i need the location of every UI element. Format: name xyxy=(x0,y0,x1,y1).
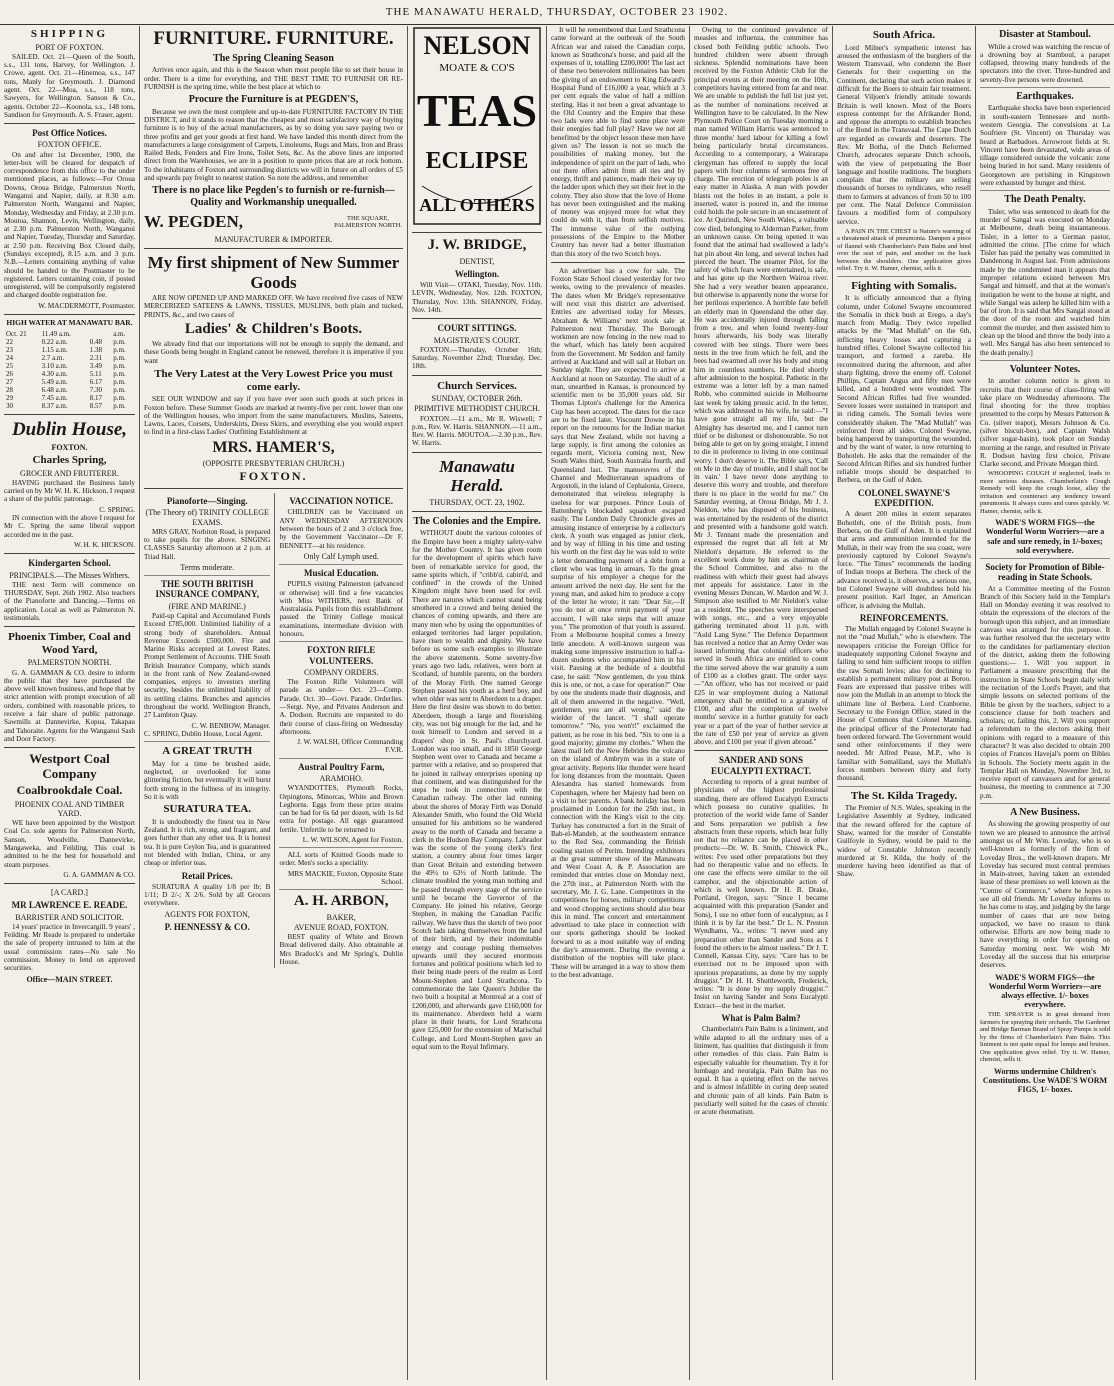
tide-cell: 3.49 xyxy=(89,361,102,370)
church-subheading: SUNDAY, OCTOBER 26th. xyxy=(431,394,523,404)
tide-cell: 0.22 a.m. xyxy=(41,337,68,346)
pegden-trade: MANUFACTURER & IMPORTER. xyxy=(214,234,333,244)
editorial-text: WITHOUT doubt the various colonies of the Empire have been a mighty safety-valve for the Mother Country. It has given room for the development of spirits which have been of remarkable service for good, the same spirits which, if "cribb'd, cabin'd, and confined" in the crowds of the United Kingdom might have been used for evil. There are natures which cannot stand being smothered in a crowd and being denied the chances of coming upwards, and there are many men who by using the opportunities of enlarged territories had larger population, have risen to wealth and dignity. We have before us some such examples to illustrate the above statements. Some seventy-five years ago two lads, relatives, were born at Scotland, of humble parents, on the borders of the Moray Firth. One named George Stephen passed his youth as a herd boy, and when older was sent to Aberdeen to a draper. Here the first desire was shown to do better. Aberdeen, though a large and flourishing city, was not big enough for the lad, and he took himself to London and served in a drapers' shop in St. Paul's churchyard. London was too small, and in 1850 George Stephen went over to Canada and became a partner with a relative, and so prospered that he joined in railway enterprises opening up that continent, and was distinguished for the steps he took in connection with the Canadian railway. The other lad running about the shores of Moray Firth was Donald Alexander Smith, who found the Old World unsuited for his ambitions so he wandered away to the north of Canada and became a clerk in the Hudson Bay Company. Labrador was the scene of the young clerk's first station, a country about four times larger than Great Britain and extending between the 49½ to 63½ of North latitude. The climate troubled the young man nothing and he passed through every stage of the service until he became the Governor of the Company. He joined his relative, George Stephen, in making the Canadian Pacific railway. We have thus the sketch of two poor Scotch lads taking themselves from the land of their birth, and by their indomitable energy and courage pushing themselves upwards until they secured enormous fortunes and political positions which led to their being made peers of the realm as Lord Mount-Stephen and Lord Strathcona. To commemorate the late Queen's Jubilee the two built a hospital at Montreal at a cost of £200,000, and afterwards gave £160,000 for its maintenance. Aberdeen held a warm place in their hearts, for Lord Strathcona gave £25,000 for the extension of Marischal College, and Lord Mount-Stephen gave an equal sum to the Royal Infirmary. xyxy=(412,529,542,1051)
suratura-heading: SURATURA TEA. xyxy=(163,803,252,816)
wade-ad-3: Worms undermine Children's Constitutions. Use WADE'S WORM FIGS, 1/- boxes. xyxy=(982,1066,1108,1094)
agents-heading: AGENTS FOR FOXTON, xyxy=(164,909,250,919)
somalis-heading: Fighting with Somalis. xyxy=(851,279,957,292)
tide-cell: p.m. xyxy=(113,337,126,346)
swayne-heading: COLONEL SWAYNE'S EXPEDITION. xyxy=(858,487,950,509)
volunteer-heading: Volunteer Notes. xyxy=(1009,363,1081,375)
tide-cell: 8.37 a.m. xyxy=(41,402,68,410)
tide-cell: 29 xyxy=(6,393,13,402)
insurance-signature: C. W. BENBOW, Manager. xyxy=(191,721,271,730)
tide-cell: 24 xyxy=(6,353,13,362)
church-text: FOXTON.—11 a.m., Mr R. Wiswell; 7 p.m., Rev. W. Harris. SHANNON.—11 a.m., Rev. W. Harris. MOUTOA.—2.30 p.m., Rev. W. Harris. xyxy=(412,414,542,448)
logo-text-all-others: ALL OTHERS xyxy=(419,195,535,215)
local-notes: An advertiser has a cow for sale. The Foxton State School closed yesterday for two weeks, owing to the prevalence of measles. The dates when Mr Bridge's representative will next visit this district are advertised. Entries are advertised today for Messrs. Abraham & Williams' next stock sale at Palmerston next Thursday. The Borough workmen are now fencing in the new road to the wharf, which has lately been acquired from the Government. Mr Seddon and family arrived at Auckland and will sail at Hobart on Sunday night. They are expected to arrive at Auckland at noon on Saturday. The skull of a man, unearthed in Kansas, is pronounced by scientific men to be 35,000 years old. Sir Thomas Lipton's challenge for the America Cup has been accepted. The dates for the race are to be fixed later. Viscount Downe in his report on the remounts for the Indian market says that New Zealand, while not having a large supply, is first among the colonies as regards merit, Victoria coming next, New South Wales third, South Australia fourth, and Queensland last. The manoeuvres of the Channel and Mediterranean squadrons of Argostoli, in the island of Cephalonia, Greece, demonstrated that wireless telegraphy is useless for war purposes. Prince Louis of Battenberg's blockaded squadron escaped easily. The London Daily Chronicle gives an amusing instance of enterprise by a collector's clerk. A youth was engaged as junior clerk, and by way of filling in his time and testing his worth on the first day he was told to write a letter demanding payment of a debt from a client who was long in arrears. To the great surprise of his employer a cheque for the amount arrived the next day. He sent for the young man, and asked him to produce a copy of the letter he wrote; it ran: "Dear Sir,—If you do not at once remit payment of your account, I will take steps that will amaze you." The promotion of that youth is assured. From a Melbourne hospital comes a breezy little anecdote. A well-known surgeon was making some impressive instruction to half-a-dozen students who accompanied him in his visit. Pausing at the bedside of a doubtful case, he said: "Now gentlemen, do you think this is one, or not, a case for operation?" One by one the students made their diagnosis, and all of them answered in the negative. "Well, gentlemen, you are all wrong," said the wielder of the lancet. "I shall operate tomorrow." "No, you won't!" exclaimed the patient, as he rose in his bed. "Six to one is a good majority; gimme my clothes." When the latest mail left the New Hebrides the volcano on the island of Ambrym was in a state of great activity. Reports like thunder were heard for long distances from the mountain. Queen Alexandra has started homewards from Copenhagen, where her Majesty had been on a visit to her parents. A bank holiday has been proclaimed in London for the 25th inst., in connection with the King's visit to the city. Turkey has constructed a fort in the Strait of Bab-el-Mandeb, at the southeastern entrance to the Red Sea, commanding the British coaling station of Perim. Intending exhibitors at the great summer show of the Manawatu and West Coast A. & P. Association are reminded that entries close on Monday next, the 27th inst., at Palmerston North with the secretary, Mr. J. G. Lane. Competitors in the competitions for horses, military competitions and wood chopping sections should also bear this in mind. The concert and entertainment advertised to take place in connection with our sports gatherings should be looked forward to as a most suitable way of ending the day's amusement. During the evening a distribution of the trophies will take place. These will be arranged in a way to show them to the best advantage. xyxy=(551,266,685,979)
reinforcements-heading: REINFORCEMENTS. xyxy=(859,612,949,623)
poultry-text: WYANDOTTES, Plymouth Rocks, Orpingtons, Minorcas, White and Brown Leghorns. Eggs from these prize strains can be had for 6s 6d per dozen, with 1s 6d extra for postage. All eggs guaranteed fertile. Unfertile to be returned to xyxy=(279,784,403,834)
tide-cell: p.m. xyxy=(113,345,126,354)
masthead-title: THE MANAWATU HERALD, THURSDAY, OCTOBER 23 1902. xyxy=(385,5,729,18)
paper-title: Manawatu Herald. xyxy=(439,456,515,496)
kindergarten-text: THE next Term will commence on THURSDAY, Sept. 26th 1902. Also teachers of the Pianoforte and Dancing.—Terms on application. Local as well as Palmerston N. testimonials. xyxy=(4,580,135,622)
tide-cell: 6.48 a.m. xyxy=(41,385,68,394)
bible-text: At a Committee meeting of the Foxton Branch of this Society held in the Templar's Hall on Monday evening it was resolved to obtain the expressions of the electors of the borough upon this subject, and an immediate canvass was arranged for this purpose. It was further resolved that the secretary write to the candidates for parliamentary election of the district, asking them the following questions:— 1. Will you support in Parliament a measure prescribing that the instruction in State Schools begin daily with the recitation of the Lord's Prayer, and that simple lessons on selected portions of the Bible be given by the teachers, subject to a conscience clause for both teachers and scholars; or, failing this, 2. Will you support a referendum to the electors asking their opinions with regard to a measure of this character? It was also decided to obtain 200 copies of Frances Havejal's poem on Bibles in Schools. The Society meets again in the Templar Hall on Monday, November 3rd, to receive report of canvassers and for general business, the meeting to commence at 7.30 p.m. xyxy=(980,584,1110,800)
westport-text: WE have been appointed by the Westport Coal Co. sole agents for Palmerston North, Sanson, Woodville, Dannevirke, Mangaweka, and Feilding. This coal is admitted to be the best for household and steam purposes. xyxy=(4,819,135,869)
sprayer-note: THE SPRAYER is in great demand from farmers for spraying their orchards. The Gardener and Bridge Barman Brand of Spray Pumps is sold by the firms of Chamberlain's Pain Balm. This liniment is not quite equal for lumps and bruises. One application gives relief. Try it. W. Hamer, chemist, sells it. xyxy=(980,1011,1110,1064)
hamer-name: MRS. HAMER'S, xyxy=(212,438,335,456)
westport-signature: G. A. GAMMAN & CO. xyxy=(63,870,135,879)
westport-heading: Westport Coal Company xyxy=(29,751,110,782)
hamer-boots: Ladies' & Children's Boots. xyxy=(184,320,363,337)
agents-name: P. HENNESSY & CO. xyxy=(164,921,250,932)
church-sect: PRIMITIVE METHODIST CHURCH. xyxy=(414,404,540,414)
insurance-heading: THE SOUTH BRITISH INSURANCE COMPANY, xyxy=(155,579,259,600)
logo-text-moate: MOATE & CO'S xyxy=(439,62,515,74)
bridge-place: Wellington. xyxy=(454,268,500,279)
somalis-text: It is officially announced that a flying column, under Colonel Swayne encountered the Somalis in thick bush at Erego, a day's march from Mudig. They twice repelled attacks by the "Mad Mullah" on the 6th, inflicting heavy losses and capturing a hundred rifles. Colonel Swayne collected his transport, and formed a zareba. He reconnoitred during the afternoon, and after sharp fighting, drove the enemy off. Colonel Phillips, Captain Angus and fifty men were killed, and a hundred were wounded. The Second African Rifles had five wounded. Severe losses were sustained in transport and in riding camels. The Somali levies were considerably shaken. The "Mad Mullah" was reinforced from all sides. Colonel Swayne, being hampered by transporting the wounded, and by the want of water, is now returning to Bohotleh. He asks that the remainder of the Second African Rifles and six hundred further reliable troops should be despatched to Berbera, on the Gulf of Aden. xyxy=(837,294,971,485)
tide-cell: p.m. xyxy=(113,361,126,370)
dublin-house-text: HAVING purchased the Business lately carried on by Mr W. H. K. Hickson, I request a share of the public patronage. xyxy=(4,478,135,504)
masthead xyxy=(0,0,1114,25)
furniture-heading: FURNITURE. FURNITURE. xyxy=(153,28,394,49)
tide-row xyxy=(4,378,135,386)
shipping-heading: SHIPPING xyxy=(30,28,109,40)
piano-subheading: (The Theory of) TRINITY COLLEGE EXAMS. xyxy=(145,508,269,527)
vaccination-note: Only Calf Lymph used. xyxy=(303,551,379,561)
phoenix-heading: Phoenix Timber, Coal and Wood Yard, xyxy=(8,631,131,656)
dublin-house-place: FOXTON. xyxy=(51,442,88,452)
tide-cell: 7.30 xyxy=(89,385,102,394)
hamer-heading: My first shipment of New Summer Goods xyxy=(147,252,400,292)
dublin-house-signature: C. SPRING. xyxy=(99,505,135,514)
tide-cell: 23 xyxy=(6,345,13,354)
tide-cell: 5.11 xyxy=(89,369,102,378)
arbon-text: BEST quality of White and Brown Bread delivered daily. Also obtainable at Mrs Bradock's and Mr Spring's, Dublin House. xyxy=(279,932,403,966)
insurance-agent: C. SPRING, Dublin House, Local Agent. xyxy=(144,729,263,738)
death-penalty-heading: The Death Penalty. xyxy=(1004,194,1086,206)
vaccination-heading: VACCINATION NOTICE. xyxy=(289,496,394,507)
truth-heading: A GREAT TRUTH xyxy=(162,745,253,758)
tide-row xyxy=(4,362,135,370)
sander-text: According to reports of a great number of physicians of the highest professional standing, there are offered Eucalypti Extracts which possess no curative qualities. In protection of the world wide fame of Sander and Sons preparation we publish a few abstracts from these reports, which bear fully out that no reliance can be placed in other products:—Dr. W. B. Smith, Chiswick Pk., writes: I've used other preparations but they had no therapeutic value and no effects. In one case the effects were similar to the oil camphor, and the objectionable action of which is well known. Dr H. B. Drake, Portland, Oregon, says: "Since I became acquainted with this preparation (Sander and Sons), I use no other form of eucalyptus; as I think it is by far the best." Dr L. N. Preston Wyndhams, Va., writes: "I never used any preparation other than Sander and Sons as I found the others to be almost useless." Dr J. T. Connell, Kansas City, says: "Care has to be exercised not to be imposed upon with spurious preparations, as done by my supply druggist." Dr H. H. Shuttleworth, Frederick, writes: "It is done by my supply druggist." Insist on having Sander and Sons Eucalypti Extract—the best in the market. xyxy=(694,778,828,1010)
insurance-subheading: (FIRE AND MARINE.) xyxy=(168,601,246,611)
tide-cell: 6.17 xyxy=(89,377,102,386)
truth-text: May for a time be brushed aside, neglected, or overlooked for some glittering fiction, but eventually it will burst forth strong in the fullness of its integrity. So it is with xyxy=(144,759,271,801)
earthquakes-text: Earthquake shocks have been experienced in south-eastern Tennessee and north-western Georgia. The convulsions at La Soufriere (St. Vincent) on Thursday was heard at Barbadoes. Arrowroot fields at St. Vincent have been devastated, wide areas of tillage considered outside the volcanic zone being buried in hot sand. Many residents of Georgetown are perishing in Kingstown were exhausted by hunger and thirst. xyxy=(980,104,1110,187)
rifle-heading: FOXTON RIFLE VOLUNTEERS. xyxy=(307,645,376,666)
column-5 xyxy=(690,26,832,1380)
logo-text-eclipse: ECLIPSE xyxy=(425,148,529,174)
post-office-text: On and after 1st December, 1900, the letter-box will be cleared for despatch of correspondence from this office to the under mentioned places, as follows:—For Oroua Downs, Oroua Bridge, Palmerston North, Wanganui and Napier, daily, at 8.30 a.m. Palmerston North, Wanganui and Napier, Monday, Wednesday and Friday, at 2.30 p.m. Moutoa, Shannon, Levin, Wellington, daily, at 2.30 p.m. Palmerston North, Wanganui and Napier, Tuesday, Thursday and Saturday, at 2.50 p.m. Receiving Box Closed daily, (Sundays excepted), 8.15 a.m. and 3 p.m. N.B.—Letters containing anything of value should be handed to the Postmaster to be registered. Letters containing coin, if posted unregistered, will be compulsorily registered and charged double registration fee. xyxy=(4,150,135,300)
tide-cell: 2.7 a.m. xyxy=(41,353,65,362)
knitting-text: ALL sorts of Knitted Goods made to order. Men's socks a speciality. xyxy=(279,851,403,868)
stamboul-heading: Disaster at Stamboul. xyxy=(999,29,1091,40)
column-7 xyxy=(976,26,1114,1380)
tide-table xyxy=(4,330,135,410)
tide-cell: 7.45 a.m. xyxy=(41,393,68,402)
reade-subheading: BARRISTER AND SOLICITOR. xyxy=(15,912,124,922)
logo-text-nelson: NELSON xyxy=(423,31,531,60)
court-heading: COURT SITTINGS. xyxy=(437,323,517,334)
tide-cell: 3.10 a.m. xyxy=(41,361,68,370)
tide-cell: p.m. xyxy=(113,353,126,362)
vaccination-text: CHILDREN can be Vaccinated on ANY WEDNESDAY AFTERNOON between the hours of 2 and 3 o'clock free, by the Government Vaccinator—Dr F. BENNETT—at his residence. xyxy=(279,508,403,550)
kilda-text: The Premier of N.S. Wales, speaking in the Legislative Assembly at Sydney, indicated that the reward offered for the capture of Shaw, wanted for the murder of Constable Guilfoyle in Sydney, would be paid to the widow of Constable Johnston recently murdered at St. Kilda, the body of the murderer having been identified as that of Shaw. xyxy=(837,804,971,879)
post-office-heading: Post Office Notices. xyxy=(32,128,107,139)
arbon-trade: BAKER, xyxy=(326,912,356,922)
reade-text: 14 years' practice in Invercargill. 9 years' , Feilding. Mr Reade is prepared to undertake the sale of property intrusted to him at the usual commission rates—No sale No commission. Money to lend on approved securities. xyxy=(4,922,135,973)
post-office-signature: W. MACDERMOTT, Postmaster. xyxy=(38,301,135,310)
poultry-heading: Austral Poultry Farm, xyxy=(298,761,385,772)
tide-row xyxy=(4,338,135,346)
shipping-subheading: PORT OF FOXTON. xyxy=(35,42,104,52)
westport-yard: PHOENIX COAL AND TIMBER YARD. xyxy=(14,799,125,818)
column-6 xyxy=(833,26,975,1380)
dublin-house-heading: Dublin House, xyxy=(11,419,128,441)
tide-cell: 22 xyxy=(6,337,13,346)
hickson-text: IN connection with the above I request for Mr C. Spring the same liberal support accorded me in the past. xyxy=(4,514,135,539)
balm-heading: What is Palm Balm? xyxy=(721,1013,801,1024)
column-3 xyxy=(408,26,546,1380)
wade-ad-2: WADE'S WORM FIGS—the Wonderful Worm Worriers—are always effective. 1/- boxes everywhere. xyxy=(988,972,1102,1010)
column-4 xyxy=(547,26,689,1380)
tide-row xyxy=(4,354,135,362)
pegden-address: THE SQUARE, PALMERSTON NORTH. xyxy=(334,214,402,229)
stamboul-text: While a crowd was watching the rescue of a drowning boy at Stamboul, a parapet collapsed, throwing many hundreds of the spectators into the river. Three-hundred and seventy-five persons were drowned. xyxy=(980,42,1110,84)
court-subheading: MAGISTRATE'S COURT. xyxy=(433,335,521,345)
tide-cell: p.m. xyxy=(113,385,126,394)
knitting-signature: MRS MACKIE, Foxton, Opposite State School. xyxy=(287,869,403,887)
piano-heading: Pianoforte—Singing. xyxy=(166,496,248,507)
editorial-continued: It will be remembered that Lord Strathcona came forward at the outbreak of the South African war and raised the Canadian corps, known as Strathcona's horse, and paid all the expenses of it, totalling £200,000! The last act of these two benevolent millionaires has been the giving of an endowment to King Edward's Hospital Fund of £16,000 a year, which at 3 per cent equals the value of half a million sterling. Has it not been a great advantage to the Old Country and the Empire that these two lads were able to find some place were their energies had full play? Have we not all benefitted by the object lesson these men have given us? The lesson is not so much the possibilities of making money, but the independence of spirit on the part of lads, who out there offers admit from all ties and by energy, thrift and patience, made their way up the ladder upon which they set their feet in the colony. They also show that the love of Home has never been extinguished and the making of money was enjoyed more for what they could do with it, than from selfish motives. The immense value of the outlying possessions of the Empire to the Mother Country has never had a better illustration than this story of the two Scotch boys. xyxy=(551,26,685,258)
hamer-place: FOXTON. xyxy=(239,469,308,484)
tide-row xyxy=(4,402,135,410)
bridge-trade: DENTIST, xyxy=(459,256,495,266)
tide-cell: 28 xyxy=(6,385,13,394)
tide-row xyxy=(4,386,135,394)
general-news: Owing to the continued prevalence of measles and influenza, the committee has closed both Feilding public schools. Two hundred children were absent through sickness. Splendid nominations have been received by the Foxton Athletic Club for the principal events at their meeting on the 10th, competitors having entered from far and near. We are unable to publish the full list just yet, as the number of nominations received at Wellington have to be calculated. In the New Plymouth Police Court on Tuesday morning a man named William Harris was sentenced to three months' hard labour for killing a fowl being particularly brutal circumstances. According to a contemporary, a Wairarapa clergyman has offered to supply the local papers with four columns of sermons free of charge. The erection of telegraph poles is an easy matter in Alaska. A man with powder blasts out the holes in an instant, a pole is inserted, water is poured in, and the intense cold holds the pole secure in an encasement of ice. At Quirindi, New South Wales, a valuable cow died, belonging to Alderman Parker, from an unknown cause. On being opened it was found that the animal had swallowed a lady's hat pin about 4in long, and several inches had pierced the heart. The steamer Pilot, for the safety of which fears were entertained, is safe, and has gone up the Northern Wairoa river. She had a very weather beaten appearance, but otherwise is apparently none the worse for her perilous experience. A horrible fate befell an elderly man in Queensland the other day. He was accidentally injured through falling from a tree, and when found twenty-four hours afterwards, his body was literally covered with bee stings. There were bees nests in the tree from which he fell, and the bees had swarmed all over his body and stung him in countless numbers. He died shortly after admission to the hospital. Pathetic in the extreme was a letter left by a man named Robb, who committed suicide in Melbourne last week by taking prussic acid. In the letter, which was addressed to his wife, he said:—"I have gone straight all my life, but the Almighty has deserted me, and I cannot turn thief or be dishonest or dishonourable. So not being able to get on by going straight, I intend to die in preference to living in one continual worry. I don't deserve it. The Bible says, 'Call on Me in the day of trouble, and I shall not be in vain.' I have never done anything to deserve this worry and trouble, and therefore there is no place in the world for me." On Saturday evening, at Oroua Bridge, Mr J. J. Nieldon, who has disposed of his business, was entertained by the residents of the district and presented with a handsome gold watch. Mr J. Tennant made the presentation and expressed the regret that all felt at Mr Nieldon's departure. He referred to the excellent work done by him as chairman of the School Committee, and also to the readiness with which their guest had always met appeals for assistance. Later in the evening Messrs Duncan, W. Mardon and W. J. Simpson also testified to Mr Nieldon's value as a resident. The speeches were interspersed with songs, etc., and a very enjoyable gathering terminated about 11 p.m. with "Auld Lang Syne." The Defence Department has received a notice that an Army Order was issued informing that colonial officers who served in South Africa are entitled to count the time served above the war gratuity a sum of £100 as a clothes grant. The order says:—"An officer, who has not received or paid £25 in war employment during a National emergency shall be entitled to a gratuity of £100, and after the completion of twelve months' service in a further gratuity for each year or a part of the year of further service at the rate of £50 per year of service as given above, and £100 per year if given abroad." xyxy=(694,26,828,747)
tide-cell: Oct. 21 xyxy=(6,329,27,338)
pegden-name: W. PEGDEN, xyxy=(144,212,244,232)
swayne-text: A desert 200 miles in extent separates Bohotleh, one of the British posts, from Berbera, on the Gulf of Aden. It is explained that arms and ammunition intended for the Mullah, in their way from the sea coast, were previously captured by Colonel Swayne's force. "The Times" recommends the landing of Indian troops at Berbera. The check of the advance received is, it observes, a serious one, but Colonel Swayne will doubtless hold his present position. Karl Inger, an American officer, is advising the Mullah. xyxy=(837,510,971,610)
volunteer-text: In another column notice is given to recruits that their course of class-firing will take place on Wednesday afternoons. The final shooting for the three trophies presented to the corps by Messrs Patterson & Co. (silver teapot), Messrs Johnson & Co. (silver biscuit-box), and Captain Walsh (silver sugar-basin), took place on Sunday morning at the range, and resulted in Private R. Dodson having first choice, Private Clarke second, and Private Morgan third. xyxy=(980,377,1110,469)
tide-cell: 1.15 a.m. xyxy=(41,345,68,354)
hamer-opposite: (OPPOSITE PRESBYTERIAN CHURCH.) xyxy=(202,459,345,469)
court-text: FOXTON.—Thursday, October 16th; Saturday, November 22nd; Thursday, Dec. 18th. xyxy=(412,345,542,371)
westport-subheading: Coalbrookdale Coal. xyxy=(16,782,123,797)
tide-cell: 25 xyxy=(6,361,13,370)
retail-text: SURATURA A quality 1/8 per lb; B 1/11; D 2/-; X 2/6. Sold by all Grocers everywhere. xyxy=(144,882,271,908)
shipping-text: SAILED. Oct. 21—Queen of the South, s.s., 131 tons, Harvey, for Wellington. J. Crowe, agent. Oct. 21—Hinemoa, s.s., 147 tons, Manly for Greymouth. J. Diamond agent. Oct. 22—Moa, s.s., 118 tons, Sawyers, for Wellington. Sanson & Co., agents. October 22—Koonola, s.s., 148 tons, Sandison for Greymouth. A. S. Fraser, agent. xyxy=(4,52,135,119)
new-business-text: As showing the growing prosperity of our town we are pleased to announce the arrival amongst us of Mr Wm. Loveday, who is so well-known as formerly of the firm of Loveday Bros., the well-known drapers. Mr Loveday has secured most central premises in Main-street, having taken an extended lease of these premises so well known as the "Centre of Commerce," where he hopes to see all old friends. Mr Loveday informs us he has come to stay, and judging by the large number of cases that are now being unpacked, we have no reason to think otherwise. Efforts are now being made to have everything in order for opening on Saturday morning next. We wish Mr Loveday all the success that his enterprise deserves. xyxy=(980,820,1110,970)
tide-cell: 2.31 xyxy=(89,353,102,362)
dublin-house-trade: GROCER AND FRUITERER. xyxy=(20,468,119,478)
insurance-text: Paid-up Capital and Accumulated Funds Exceed £785,000. Unlimited liability of a strong body of shareholders. Annual Revenue Exceeds £500,000. Fire and Marine Risks accepted at Lowest Rates. Prompt Settlement of Accounts. THE South British Insurance Company, which stands in the front rank of New Zealand-owned companies, enjoys to investors sterling security, besides the unlimited liability of its settling claims. Branches and agencies throughout the world. Wellington Branch, 27 Lambton Quay. xyxy=(144,611,271,720)
pain-note: A PAIN IN THE CHEST is Nature's warning of a threatened attack of pneumonia. Dampen a piece of flannel with Chamberlain's Pain Balm and bind over the seat of pain, and another on the back between the shoulders. One application gives relief. Try it. W. Hamer, chemist, sells it. xyxy=(837,227,971,273)
suratura-text: It is undoubtedly the finest tea in New Zealand. It is rich, strong, and fragrant, and goes further than any other tea. It is honest tea. It is pure Ceylon Tea, and is guaranteed not blended with Indian, China, or any cheap or inferior teas. xyxy=(144,817,271,868)
church-heading: Church Services. xyxy=(437,379,517,392)
tide-cell: p.m. xyxy=(113,402,126,410)
arbon-name: A. H. ARBON, xyxy=(293,893,389,910)
tide-cell: 11.49 a.m. xyxy=(41,329,71,338)
tide-heading: HIGH WATER AT MANAWATU BAR. xyxy=(6,317,133,327)
sander-heading: SANDER AND SONS EUCALYPTI EXTRACT. xyxy=(710,755,812,776)
paper-date: THURSDAY, OCT. 23, 1902. xyxy=(429,497,525,507)
tide-cell: 8.57 xyxy=(89,402,102,410)
death-penalty-text: Tisler, who was sentenced to death for the murder of Sangal was executed on Monday at Melbourne, death being instantaneous. Tisler, in a letter to a German pastor, admitted the crime. [The crime for which Tisler has paid the penalty was committed in Dandenong in August last. From admissions made by the condemned man it appears that improper relations existed between Mrs Sangal and himself, and that at the woman's instigation he went to the house at night, and while Sangal was asleep he killed him with a bar of iron. It is said that Mrs Sangal stood at the door of the room and watched him commit the murder, and then assisted him to clean up the blood and throw the body into a well. Mrs Sangal has also been sentenced to the death penalty.] xyxy=(980,207,1110,357)
tide-row xyxy=(4,370,135,378)
furniture-subheading: The Spring Cleaning Season xyxy=(213,52,334,64)
rifle-text: The Foxton Rifle Volunteers will parade as under— Oct. 23—Comp. Parade. Oct. 30—Govt. Parade. Orderlies.—Sergt. Nye, and Privates Anderson and A. Dodson. Recruits are requested to do their course of class-firing on Wednesday afternoons. xyxy=(279,678,403,736)
rifle-subheading: COMPANY ORDERS. xyxy=(303,667,379,677)
balm-text: Chamberlain's Pain Balm is a liniment, and while adapted to all the ordinary uses of a liniment, has qualities that distinguish it from other remedies of this class. Pain Balm is especially valuable for rheumatism. Try it for lumbago and neuralgia. Pain Balm has no equal. It has a quieting effect on the nerves and is almost infallible in curing deep seated and chronic pain of all kinds. Pain Balm is peculiarly well suited for the cases of chronic or acute rheumatism. xyxy=(694,1025,828,1117)
wade-ad: WADE'S WORM FIGS—the Wonderful Worm Worriers—are a safe and sure remedy, in 1/-boxes; sold everywhere. xyxy=(985,518,1105,555)
dublin-house-name: Charles Spring, xyxy=(32,454,107,467)
column-1 xyxy=(0,26,139,1380)
kindergarten-subheading: PRINCIPALS.—The Misses Withers. xyxy=(9,570,130,580)
tide-cell: 5.49 a.m. xyxy=(41,377,68,386)
music-heading: Musical Education. xyxy=(303,567,379,578)
column-2 xyxy=(140,26,407,1380)
hamer-latest: The Very Latest at the Very Lowest Price you must come early. xyxy=(154,367,393,393)
tide-cell: 1.38 xyxy=(89,345,102,354)
logo-text-teas: TEAS xyxy=(416,85,538,136)
bridge-visits: Will Visit— OTAKI, Tuesday, Nov. 11th. LEVIN, Wednesday, Nov. 12th. FOXTON, Thursday, Nov. 13th. SHANNON, Friday, Nov. 14th. xyxy=(412,281,542,314)
reade-name: MR LAWRENCE E. READE. xyxy=(11,900,128,911)
reinforcements-text: The Mullah engaged by Colonel Swayne is not the "mad Mullah," who is elsewhere. The newspapers criticise the Foreign Office for inadequately supporting Colonel Swayne and failing to send him sufficient troops to stiffen the raw Somali levies; also for declining to establish a permanent military post at Boroo. Fears are expressed that passive tribes will now join the Mullah in an attempt to block the ultimate line of Berbera. Lord Cranborne, Secretary to the Foreign Office, stated in the House of Commons that Colonel Manning, the principal officer of the Protectorate had been ordered forward. The Government would send other reinforcements if they were needed. Mr Alfred Pease, M.P., who is familiar with Somaliland, says the Mullah's forces numbers between thirty and forty thousand. xyxy=(837,625,971,783)
kindergarten-heading: Kindergarten School. xyxy=(28,558,111,569)
piano-text: MRS GRAY, Norbiton Road, is prepared to take pupils for the above. SINGING CLASSES Saturday afternoon at 2 p.m. at Triad Hall. xyxy=(144,527,271,561)
tide-cell: 0.48 xyxy=(89,337,102,346)
card-label: [A CARD.] xyxy=(51,888,88,898)
furniture-text-2: Because we own the most complete and up-to-date FURNITURE FACTORY IN THE DISTRICT, and it stands to reason that the cheapest and most satisfactory way of buying furniture is to buy of the actual manufacturers, as by so doing you save paying two or three profits and get your goods at first hand. We have landed this month direct from the manufacturers a large consignment of Carpets, Linoleums, Rugs and Mats, Iron and Brass Railed Beds, Fenders and Fire Irons, Toilet Sets, &c. As the above lines are imported direct from the Warehouses, we are in a position to quote prices that are at rock bottom. To the inhabitants of Foxton and surrounding districts we will in future on all orders of £5 and upwards pay freight to nearest station. So note the address, and remember xyxy=(144,107,403,182)
tide-cell: 4.30 a.m. xyxy=(41,369,68,378)
tide-cell xyxy=(88,330,111,338)
editorial-heading: The Colonies and the Empire. xyxy=(413,515,541,527)
nelson-tea-logo xyxy=(412,26,542,226)
furniture-text-1: Arrives once again, and this is the Season when most people like to set their house in order. There is a time for everything, and THE BEST TIME TO FURNISH OR RE-FURNISH is the spring time, while the best place at which to xyxy=(144,66,403,91)
furniture-bold-line-2: There is no place like Pegden's to furnish or re-furnish—Quality and Workmanship unequalled. xyxy=(152,185,395,208)
post-office-subheading: FOXTON OFFICE. xyxy=(37,140,102,150)
hamer-text-2: We already find that our importations will not be enough to supply the demand, and these Goods being bought in England cannot be renewed, therefore it is imperative if you want xyxy=(144,340,403,365)
hickson-signature: W. H. K. HICKSON. xyxy=(73,540,135,549)
new-business-heading: A New Business. xyxy=(1010,806,1080,818)
tide-row xyxy=(4,330,135,338)
earthquakes-heading: Earthquakes. xyxy=(1016,90,1074,102)
tide-cell: 30 xyxy=(6,402,13,410)
tide-cell: 27 xyxy=(6,377,13,386)
retail-heading: Retail Prices. xyxy=(181,870,233,881)
poultry-place: ARAMOHO. xyxy=(319,774,363,784)
tide-cell: p.m. xyxy=(113,377,126,386)
tide-row xyxy=(4,394,135,402)
south-africa-text: Lord Milner's sympathetic interest has aroused the enthusiasm of the burghers of the Western Transvaal, who condemn the Boer Generals for their coquetting on the Continent, declaring that such action makes it difficult for the Boers to obtain fair treatment. General Viljoen's friendly attitude towards Britain is well known. Most of the Boers express contempt for the Afrikander Bond, and oppose the attempts to establish branches of the Bond in the Transvaal. The Cape Dutch are regarded as cowards and deserters. The Rev. Mr Botha, of the Dutch Reformed Church, advocates separate Dutch schools, with the view of perpetuating the Boer language and hostile traditions. The burghers complain that the military are selling thousands of horses to syndicates, who resell them to farmers at advances of from 50 to 100 per cent. The Natal Defence Commission favours a modified form of compulsory service. xyxy=(837,43,971,226)
bible-heading: Society for Promotion of Bible-reading in State Schools. xyxy=(985,561,1105,583)
kilda-heading: The St. Kilda Tragedy. xyxy=(850,789,958,802)
phoenix-subheading: PALMERSTON NORTH. xyxy=(27,658,112,668)
tide-cell: p.m. xyxy=(113,393,126,402)
bridge-name: J. W. BRIDGE, xyxy=(427,237,527,254)
piano-terms: Terms moderate. xyxy=(180,562,235,572)
tide-cell: a.m. xyxy=(113,329,126,338)
tide-row xyxy=(4,346,135,354)
furniture-bold-line: Procure the Furniture is at PEGDEN'S, xyxy=(188,94,359,106)
hamer-text-1: ARE NOW OPENED UP AND MARKED OFF. We have received five cases of NEW MERCERIZED SATEENS & LAWNS, TISSUES, MUSLINS, both plain and tucked, PRINTS, &c., and two cases of xyxy=(144,294,403,319)
phoenix-text: G. A. GAMMAN & CO. desire to inform the public that they have purchased the above well known business, and hope that by strict attention with prompt execution of all orders, combined with reasonable prices, to receive a fair share of public patronage. Sawmills at Dannevirke, Kopua, Takapau and Tahoraite. Agents for the Wanganui Sash and Door Factory. xyxy=(4,668,135,743)
tide-cell: p.m. xyxy=(113,369,126,378)
music-text: PUPILS visiting Palmerston (advanced or otherwise) will find a few vacancies with Miss WITHERS, next Bank of Australasia. Pupils from this establishment passed the Trinity College musical examinations, intermediate division with honours. xyxy=(279,580,403,639)
reade-office: Office—MAIN STREET. xyxy=(26,974,113,984)
hamer-text-3: SEE OUR WINDOW and say if you have ever seen such goods at such prices in Foxton before. These Summer Goods are marked at twenty-five per cent. lower than one of the Wellington houses, who import from the same manufacturers. Muslins, Sateens, Lawns, Laces, Corsets, Underskirts, Dress Skirts, and everything else you would expect to find in a first-class Ladies' Outfitting Establishment at xyxy=(144,395,403,437)
south-africa-heading: South Africa. xyxy=(872,29,936,41)
poultry-signature: L. W. WILSON, Agent for Foxton. xyxy=(302,835,403,844)
rifle-signature: J. W. WALSH, Officer Commanding F.V.R. xyxy=(297,738,403,755)
tide-cell: 26 xyxy=(6,369,13,378)
cough-note: WHOOPING COUGH if neglected, leads to more serious diseases. Chamberlain's Cough Remedy will keep the cough loose, allay the irritation and counteract any tendency toward pneumonia. It always cures and cures quickly. W. Hamer, chemist, sells it. xyxy=(980,470,1110,515)
tide-cell: 8.17 xyxy=(89,393,102,402)
arbon-address: AVENUE ROAD, FOXTON. xyxy=(293,922,389,932)
